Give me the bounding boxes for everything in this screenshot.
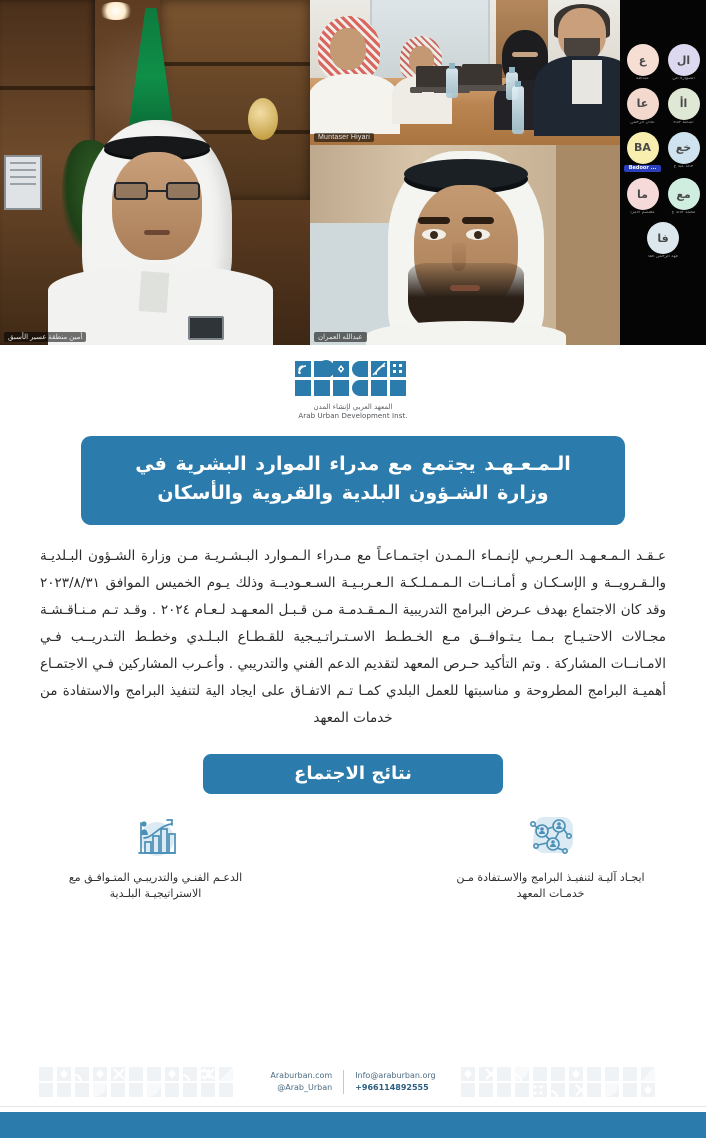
- desk-device: [188, 316, 224, 340]
- participant-avatar[interactable]: عا: [627, 88, 659, 120]
- logo-arabic-name: المعهد العربي لإنشاء المدن: [313, 403, 393, 411]
- participant-avatar[interactable]: مع: [668, 178, 700, 210]
- participant-name: الصواره الي: [672, 77, 695, 81]
- result-card-network: [443, 812, 658, 903]
- article-body: [40, 543, 666, 732]
- video-tile-presenter-bottom[interactable]: [310, 145, 620, 345]
- participant-6[interactable]: [665, 132, 702, 173]
- participant-2[interactable]: [665, 44, 702, 82]
- participant-name: محمد خالد ع: [671, 211, 696, 216]
- shelf-line: [160, 62, 310, 66]
- logo-english-name: Arab Urban Development Inst.: [298, 412, 408, 420]
- participant-avatar[interactable]: ما: [627, 178, 659, 210]
- eye: [422, 229, 446, 240]
- network-people-icon: [443, 812, 658, 864]
- results-row: [48, 812, 658, 903]
- eyeglasses: [114, 182, 200, 200]
- video-tile-label: أمين منطقة عسير الأسبق: [4, 332, 86, 342]
- participant-avatar[interactable]: اأ: [668, 88, 700, 120]
- results-banner: [203, 754, 503, 794]
- results-banner-label: نتائج الاجتماع: [294, 762, 412, 784]
- video-conference-area: [0, 0, 706, 345]
- footer-pattern-left-icon: [33, 1065, 251, 1099]
- footer-contact: [251, 1070, 454, 1095]
- mouth: [450, 285, 480, 291]
- headline-line-1: الـمـعـهـد يجتمع مع مدراء الموارد البشرية في: [135, 453, 571, 475]
- video-tile-label: عبدالله العمران: [314, 332, 367, 342]
- participant-1[interactable]: [624, 44, 661, 82]
- footer: [0, 1058, 706, 1138]
- participant-name: اسامة جدة: [673, 120, 694, 125]
- participant-name: خالد عبد ع: [673, 164, 694, 169]
- participant-name: معتصم الامرا: [630, 211, 655, 216]
- eyebrow: [418, 217, 450, 224]
- participant-avatar[interactable]: خع: [668, 132, 700, 164]
- participant-9[interactable]: [645, 222, 682, 260]
- result-card-training: [48, 812, 263, 903]
- participant-avatar[interactable]: BA: [627, 132, 659, 164]
- background-door: [556, 145, 620, 345]
- water-bottle: [512, 86, 524, 134]
- eye: [466, 229, 490, 240]
- shelf-line: [0, 86, 95, 90]
- institute-logo: [0, 345, 706, 420]
- participant-avatar[interactable]: فا: [647, 222, 679, 254]
- announcement-body: [0, 345, 706, 903]
- participants-grid: [620, 44, 706, 260]
- headline-line-2: وزارة الشـؤون البلدية والقروية والأسكان: [157, 482, 549, 505]
- result-card-caption: الدعـم الفنـي والتدريبـي المتـوافـق مع الاستراتيجيـة البلـدية: [68, 870, 243, 901]
- result-card-caption: ايجـاد آليـة لتنفيـذ البرامج والاسـتفادة مـن خدمـات المعهد: [456, 870, 645, 901]
- cup: [422, 92, 434, 101]
- participants-rail[interactable]: [620, 0, 706, 345]
- footer-email[interactable]: Info@araburban.org: [355, 1070, 436, 1080]
- video-tile-meeting-room[interactable]: [310, 0, 620, 145]
- participant-5[interactable]: [624, 132, 661, 173]
- document-stand: [4, 155, 42, 210]
- footer-pattern-right-icon: [455, 1065, 673, 1099]
- face: [112, 152, 202, 260]
- participant-name: عادل الرحمن: [630, 120, 655, 125]
- participant-8[interactable]: [665, 178, 702, 216]
- participant-avatar[interactable]: ال: [668, 44, 700, 76]
- participant-name: Bedoor ...: [624, 165, 661, 173]
- laptop: [462, 64, 502, 86]
- participant-7[interactable]: [624, 178, 661, 216]
- footer-accent-bar: [0, 1112, 706, 1138]
- footer-website[interactable]: Araburban.com: [270, 1070, 333, 1080]
- audi-grid-logo-icon: [293, 359, 413, 399]
- headline-banner: [81, 436, 625, 525]
- eyebrow: [462, 217, 494, 224]
- participant-4[interactable]: [665, 88, 702, 126]
- video-tile-label: Muntaser Hiyari: [314, 133, 374, 142]
- contact-col-web: [259, 1070, 343, 1095]
- thobe: [366, 321, 566, 345]
- contact-col-reach: [343, 1070, 446, 1095]
- room-person-4: [542, 8, 620, 136]
- footer-divider: [0, 1106, 706, 1107]
- article-paragraph: عـقـد الـمـعـهـد الـعـربـي لإنـمـاء الـمـدن اجتـمـاعـاً مع مـدراء الـمـوارد البـشـريـة مـن وزارة الشـؤون البـلديـة والـقـرويــة و الإسـكـان و أمـانــات الـمـمـلـكـة الـعـربـيـة السـعـوديــة وذلك يـوم الخميس الموافق ٢٠٢٣/٨/٣١ وقد كان الاجتماع بهدف عـرض البرامج التدريبية الـمـقـدمـة مـن قـبـل المعـهـد لـعـام ٢٠٢٤ . وقـد تـم مـنـاقـشـة مجـالات الاحتـيـاج بـمـا يـتـوافــق مـع الخـطـط الاسـتـراتـيـجية للقـطـاع البـلـدي وخطـط التـدريــب فـي الامـانــات المشاركة . وتم التأكيد حـرص المعهد لتقديم الدعم الفني والتدريبي . وأعـرب المشاركين فـي الاجتمـاع أهميـة البرامج المطروحة و مناسبتها للعمل البلدي كمـا تـم الاتفـاق على ايجاد الية لتنفيذ البرامج والاستفادة من خدمات المعهد: [40, 547, 666, 726]
- participant-3[interactable]: [624, 88, 661, 126]
- footer-social-handle[interactable]: @Arab_Urban: [277, 1083, 333, 1092]
- participant-name: عبدالله: [636, 77, 649, 81]
- decorative-plate: [248, 98, 278, 140]
- participant-avatar[interactable]: ع: [627, 44, 659, 76]
- mouth: [144, 230, 170, 235]
- growth-chart-icon: [48, 812, 263, 864]
- footer-band: [0, 1058, 706, 1106]
- footer-phone[interactable]: +966114892555: [355, 1083, 429, 1092]
- video-tile-presenter-left[interactable]: [0, 0, 310, 345]
- participant-name: فهد الرحمن الفا: [648, 255, 678, 260]
- collar: [139, 271, 170, 313]
- ceiling-light: [98, 2, 134, 20]
- water-bottle: [446, 68, 458, 98]
